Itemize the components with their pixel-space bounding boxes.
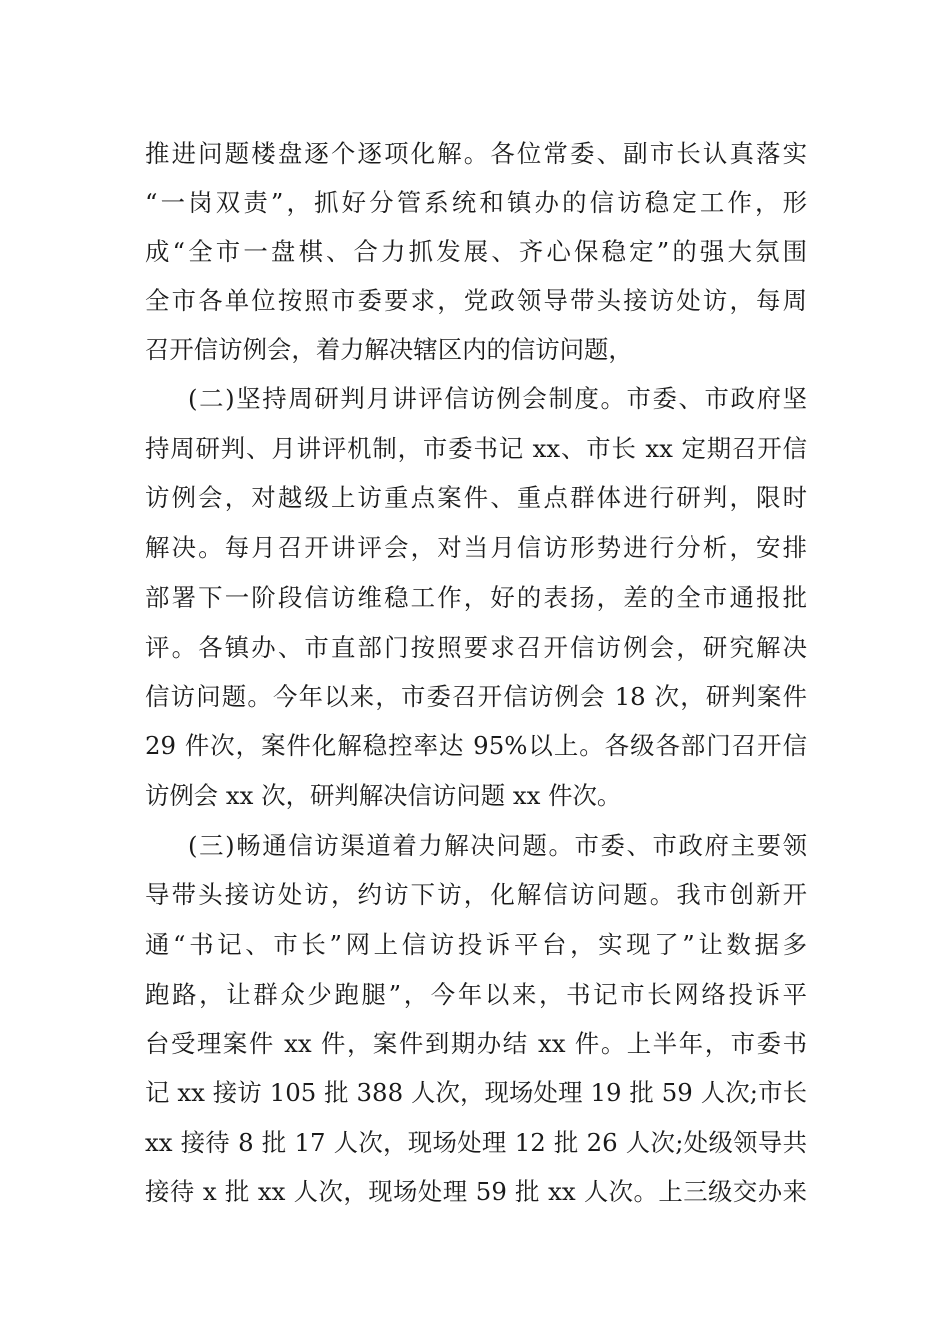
text-line: 记 xx 接访 105 批 388 人次，现场处理 19 批 59 人次;市长 xyxy=(145,1078,807,1107)
text-line: 导带头接访处访，约访下访，化解信访问题。我市创新开 xyxy=(145,880,807,909)
text-line: 29 件次，案件化解稳控率达 95%以上。各级各部门召开信 xyxy=(145,731,807,760)
text-line: 访例会，对越级上访重点案件、重点群体进行研判，限时 xyxy=(145,483,807,512)
text-line: (二)坚持周研判月讲评信访例会制度。市委、市政府坚 xyxy=(188,384,807,413)
text-line: 全市各单位按照市委要求，党政领导带头接访处访，每周 xyxy=(145,286,807,315)
text-line: 评。各镇办、市直部门按照要求召开信访例会，研究解决 xyxy=(145,633,807,662)
text-line: 推进问题楼盘逐个逐项化解。各位常委、副市长认真落实 xyxy=(145,139,807,168)
text-line: “一岗双责”，抓好分管系统和镇办的信访稳定工作，形 xyxy=(145,188,807,217)
text-line: (三)畅通信访渠道着力解决问题。市委、市政府主要领 xyxy=(188,831,807,860)
text-line: 台受理案件 xx 件，案件到期办结 xx 件。上半年，市委书 xyxy=(145,1029,807,1058)
text-line: 召开信访例会，着力解决辖区内的信访问题， xyxy=(145,335,633,364)
text-line: 信访问题。今年以来，市委召开信访例会 18 次，研判案件 xyxy=(145,682,807,711)
text-line: 持周研判、月讲评机制，市委书记 xx、市长 xx 定期召开信 xyxy=(145,434,807,463)
text-line: 部署下一阶段信访维稳工作，好的表扬，差的全市通报批 xyxy=(145,583,807,612)
text-line: 接待 x 批 xx 人次，现场处理 59 批 xx 人次。上三级交办来 xyxy=(145,1177,807,1206)
text-line: 成“全市一盘棋、合力抓发展、齐心保稳定”的强大氛围 xyxy=(145,237,807,266)
text-line: 访例会 xx 次，研判解决信访问题 xx 件次。 xyxy=(145,781,622,810)
text-line: xx 接待 8 批 17 人次，现场处理 12 批 26 人次;处级领导共 xyxy=(145,1128,807,1157)
text-line: 跑路，让群众少跑腿”，今年以来，书记市长网络投诉平 xyxy=(145,980,807,1009)
text-line: 解决。每月召开讲评会，对当月信访形势进行分析，安排 xyxy=(145,533,807,562)
text-line: 通“书记、市长”网上信访投诉平台，实现了”让数据多 xyxy=(145,930,807,959)
